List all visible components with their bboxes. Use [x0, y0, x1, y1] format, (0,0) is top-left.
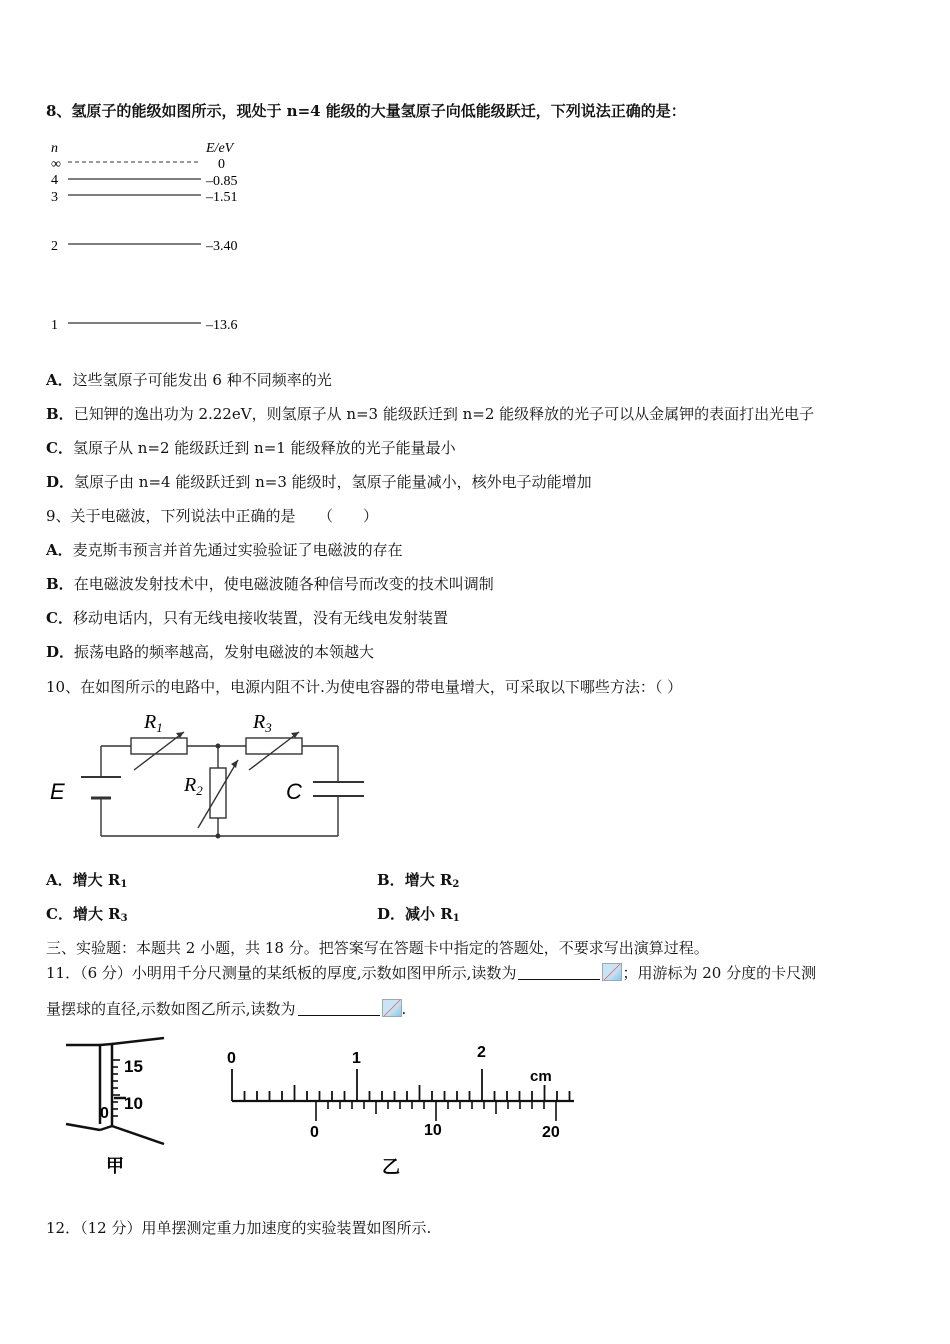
- vernier-scale-0: 0: [310, 1124, 319, 1141]
- level-e-inf: 0: [218, 157, 225, 172]
- level-n-2: 2: [51, 239, 58, 254]
- micrometer-mark-15: 15: [124, 1057, 143, 1076]
- q8-option-d: D．氢原子由 n=4 能级跃迁到 n=3 能级时，氢原子能量减小，核外电子动能增加: [46, 473, 592, 491]
- c-label: C: [286, 779, 302, 804]
- q8-option-c: C．氢原子从 n=2 能级跃迁到 n=1 能级释放的光子能量最小: [46, 439, 456, 457]
- e-label: E: [50, 779, 65, 804]
- level-e-3: –1.51: [206, 190, 238, 205]
- r2-label: $R_2$: [184, 774, 203, 798]
- q10-option-d: D．减小 $R_1$: [377, 905, 460, 924]
- level-n-1: 1: [51, 318, 58, 333]
- micrometer-figure: [46, 1040, 196, 1180]
- answer-blank-1[interactable]: [518, 965, 600, 980]
- level-n-3: 3: [51, 190, 58, 205]
- r1-label: $R_1$: [144, 711, 163, 735]
- vernier-caliper-figure: [222, 1044, 592, 1178]
- vernier-scale-10: 10: [424, 1122, 442, 1139]
- q8-stem: 8、氢原子的能级如图所示，现处于 n=4 能级的大量氢原子向低能级跃迁，下列说法正确的是：: [46, 102, 686, 120]
- section-3-heading: 三、实验题：本题共 2 小题，共 18 分。把答案写在答题卡中指定的答题处，不要求写出演算过程。: [46, 939, 709, 957]
- q9-option-b: B．在电磁波发射技术中，使电磁波随各种信号而改变的技术叫调制: [46, 575, 494, 593]
- q10-stem: 10、在如图所示的电路中，电源内阻不计.为使电容器的带电量增大，可采取以下哪些方法：（ ）: [46, 678, 683, 696]
- level-e-2: –3.40: [206, 239, 238, 254]
- q9-option-a: A．麦克斯韦预言并首先通过实验验证了电磁波的存在: [46, 541, 403, 559]
- vernier-scale-20: 20: [542, 1124, 560, 1141]
- q12-stem: 12．（12 分）用单摆测定重力加速度的实验装置如图所示.: [46, 1219, 432, 1237]
- micrometer-mark-0: 0: [100, 1105, 109, 1122]
- q9-option-c: C．移动电话内，只有无线电接收装置，没有无线电发射装置: [46, 609, 448, 627]
- q9-stem: 9、关于电磁波，下列说法中正确的是 （ ）: [46, 507, 379, 525]
- q11-line2: 量摆球的直径,示数如图乙所示,读数为 .: [46, 1000, 407, 1018]
- image-placeholder-icon: [602, 963, 622, 981]
- answer-blank-2[interactable]: [298, 1001, 380, 1016]
- level-e-4: –0.85: [206, 174, 238, 189]
- main-scale-1: 1: [352, 1050, 361, 1067]
- circuit-diagram: [46, 702, 376, 852]
- r3-label: $R_3$: [253, 711, 272, 735]
- micrometer-mark-10: 10: [124, 1094, 143, 1113]
- level-e-1: –13.6: [206, 318, 238, 333]
- energy-level-diagram: [46, 138, 306, 338]
- q9-option-d: D．振荡电路的频率越高，发射电磁波的本领越大: [46, 643, 375, 661]
- level-n-4: 4: [51, 173, 58, 188]
- q8-option-b: B．已知钾的逸出功为 2.22eV，则氢原子从 n=3 能级跃迁到 n=2 能级释放的光子可以从金属钾的表面打出光电子: [46, 405, 815, 423]
- q11-line1: 11．（6 分）小明用千分尺测量的某纸板的厚度,示数如图甲所示,读数为 ；用游标为 20 分度的卡尺测: [46, 964, 817, 982]
- main-scale-0: 0: [227, 1050, 236, 1067]
- q8-option-a: A．这些氢原子可能发出 6 种不同频率的光: [46, 371, 332, 389]
- energy-axis-label: E/eV: [206, 141, 234, 156]
- q10-option-b: B．增大 $R_2$: [377, 871, 460, 890]
- figure-jia-label: 甲: [106, 1156, 124, 1177]
- image-placeholder-icon: [382, 999, 402, 1017]
- n-axis-label: n: [51, 141, 58, 156]
- q10-option-c: C．增大 $R_3$: [46, 905, 128, 924]
- q10-option-a: A．增大 $R_1$: [46, 871, 128, 890]
- main-scale-2: 2: [477, 1044, 486, 1061]
- level-n-inf: ∞: [51, 157, 61, 172]
- unit-label: cm: [530, 1068, 552, 1085]
- figure-yi-label: 乙: [382, 1157, 400, 1178]
